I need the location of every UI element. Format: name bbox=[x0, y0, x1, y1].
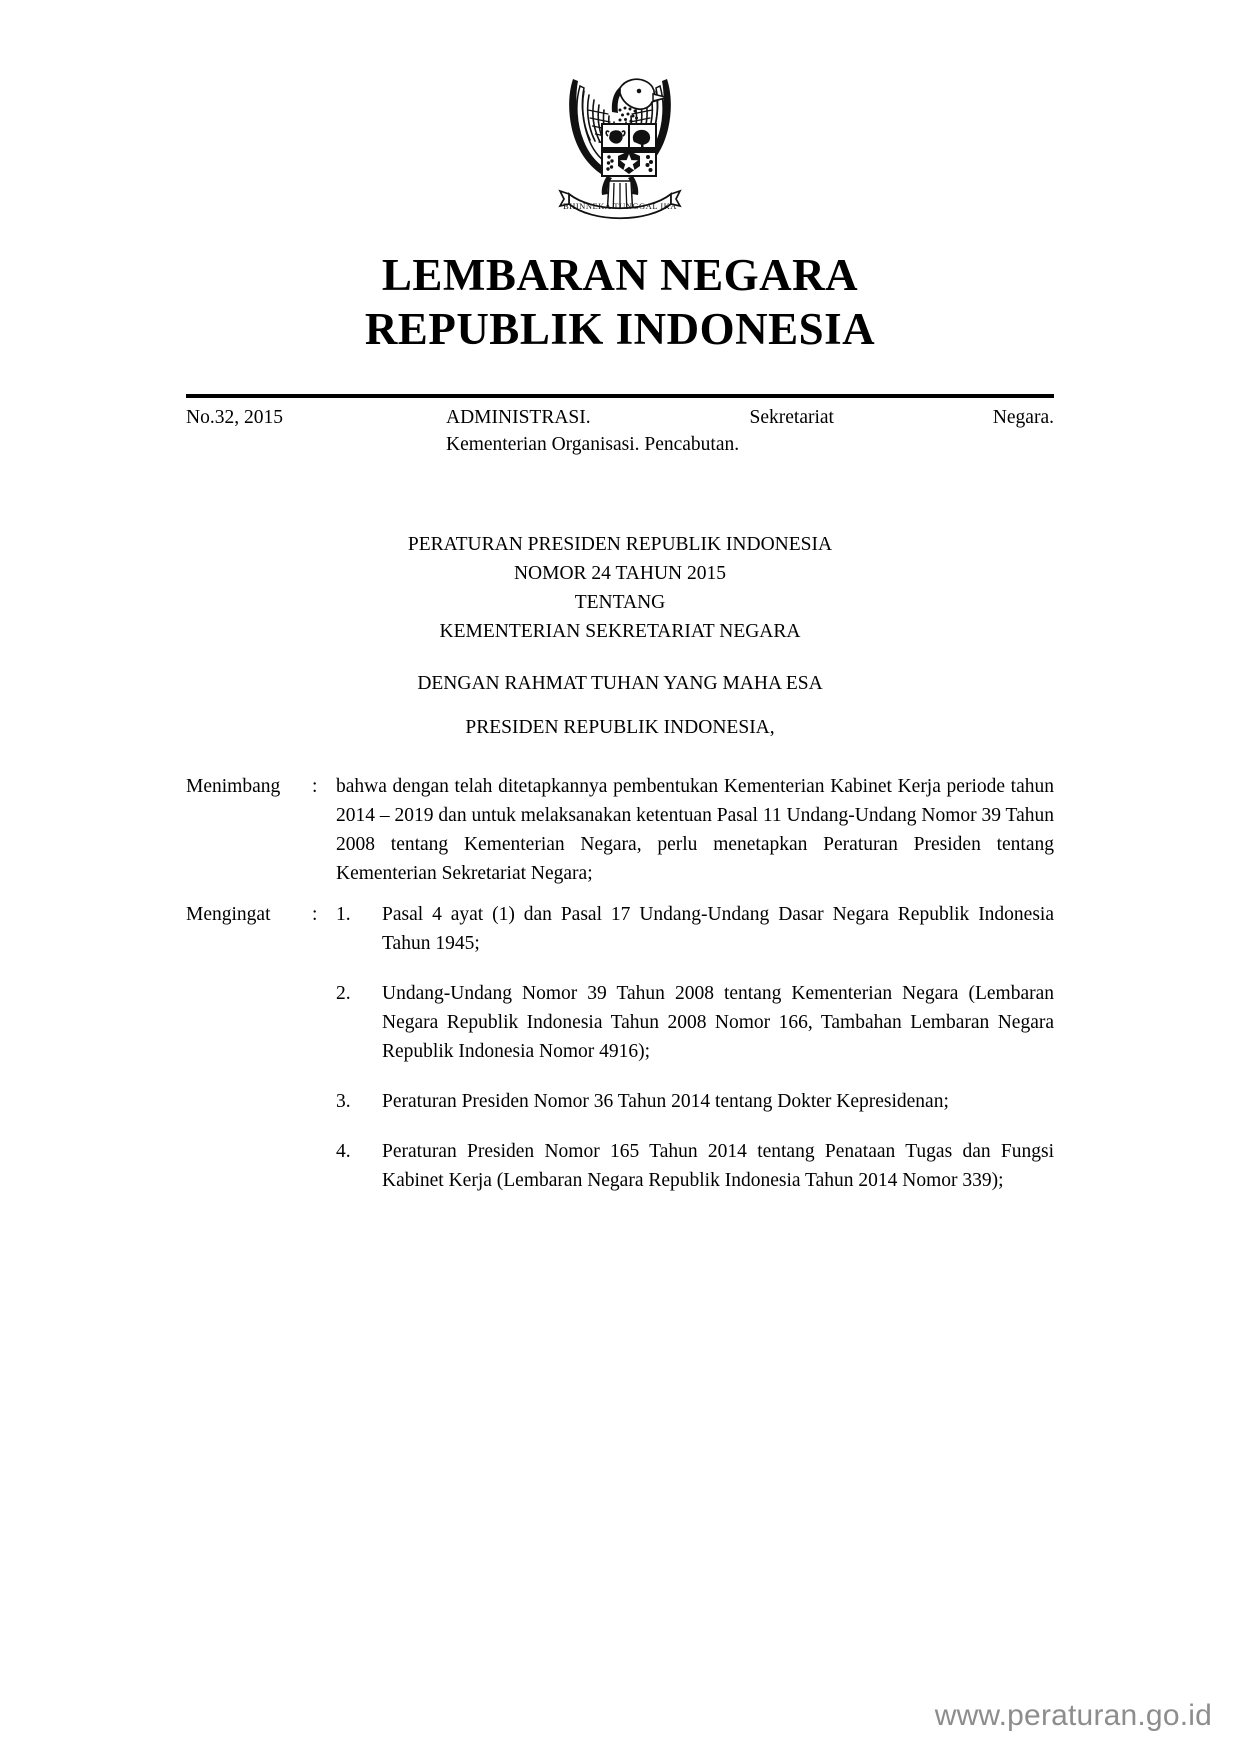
title-line-4: KEMENTERIAN SEKRETARIAT NEGARA bbox=[439, 621, 801, 642]
document-body bbox=[186, 772, 1054, 1207]
list-item-number: 1. bbox=[336, 904, 351, 925]
enacting-line-2: PRESIDEN REPUBLIK INDONESIA, bbox=[465, 717, 775, 738]
masthead-line-2: REPUBLIK INDONESIA bbox=[364, 304, 876, 354]
recalling-list bbox=[336, 900, 1054, 1195]
subject-line-1: ADMINISTRASI. Sekretariat Negara. bbox=[446, 407, 1054, 428]
subject-line-2: Kementerian Organisasi. Pencabutan. bbox=[446, 434, 740, 455]
enacting-formula bbox=[186, 662, 1054, 750]
list-item-number: 4. bbox=[336, 1141, 351, 1162]
list-item bbox=[336, 979, 1054, 1066]
header-meta bbox=[186, 404, 1054, 458]
list-item-text: Peraturan Presiden Nomor 36 Tahun 2014 tentang Dokter Kepresidenan; bbox=[382, 1091, 949, 1112]
list-item-text: Pasal 4 ayat (1) dan Pasal 17 Undang-Undang Dasar Negara Republik Indonesia Tahun 1945; bbox=[382, 904, 1054, 954]
recalling-colon: : bbox=[312, 904, 318, 925]
recalling-content bbox=[336, 900, 1054, 1195]
list-item bbox=[336, 900, 1054, 958]
masthead-line-1: LEMBARAN NEGARA bbox=[381, 250, 859, 300]
list-item-text: Undang-Undang Nomor 39 Tahun 2008 tentang Kementerian Negara (Lembaran Negara Republik Indonesia Tahun 2008 Nomor 166, Tambahan Lembaran Negara Republik Indonesia Nomor 4916); bbox=[382, 983, 1054, 1062]
list-item-number: 2. bbox=[336, 983, 351, 1004]
considering-colon: : bbox=[312, 776, 318, 797]
considering-label: Menimbang bbox=[186, 776, 281, 797]
masthead-divider bbox=[186, 394, 1054, 398]
regulation-title bbox=[186, 530, 1054, 646]
considering-paragraph: bahwa dengan telah ditetapkannya pembentukan Kementerian Kabinet Kerja periode tahun 2014 – 2019 dan untuk melaksanakan ketentuan Pasal 11 Undang-Undang Nomor 39 Tahun 2008 tentang Kementerian Negara, perlu menetapkan Peraturan Presiden tentang Kementerian Sekretariat Negara; bbox=[336, 776, 1054, 884]
considering-content bbox=[336, 772, 1054, 888]
list-item bbox=[336, 1087, 1054, 1116]
recalling-clause bbox=[186, 900, 1054, 1195]
emblem-container bbox=[0, 58, 1240, 231]
svg-text:BHINNEKA TUNGGAL IKA: BHINNEKA TUNGGAL IKA bbox=[563, 201, 677, 211]
masthead bbox=[186, 248, 1054, 356]
list-item bbox=[336, 1137, 1054, 1195]
title-line-3: TENTANG bbox=[574, 592, 666, 613]
enacting-line-1: DENGAN RAHMAT TUHAN YANG MAHA ESA bbox=[417, 673, 823, 694]
garuda-pancasila-emblem bbox=[545, 58, 695, 226]
title-line-2: NOMOR 24 TAHUN 2015 bbox=[513, 563, 727, 584]
site-watermark: www.peraturan.go.id bbox=[934, 1699, 1212, 1732]
considering-clause bbox=[186, 772, 1054, 888]
subject-keywords bbox=[446, 404, 1054, 458]
list-item-number: 3. bbox=[336, 1091, 351, 1112]
recalling-label: Mengingat bbox=[186, 904, 271, 925]
title-line-1: PERATURAN PRESIDEN REPUBLIK INDONESIA bbox=[407, 534, 833, 555]
list-item-text: Peraturan Presiden Nomor 165 Tahun 2014 tentang Penataan Tugas dan Fungsi Kabinet Kerja (Lembaran Negara Republik Indonesia Tahun 2014 Nomor 339); bbox=[382, 1141, 1054, 1191]
gazette-number: No.32, 2015 bbox=[186, 407, 283, 428]
